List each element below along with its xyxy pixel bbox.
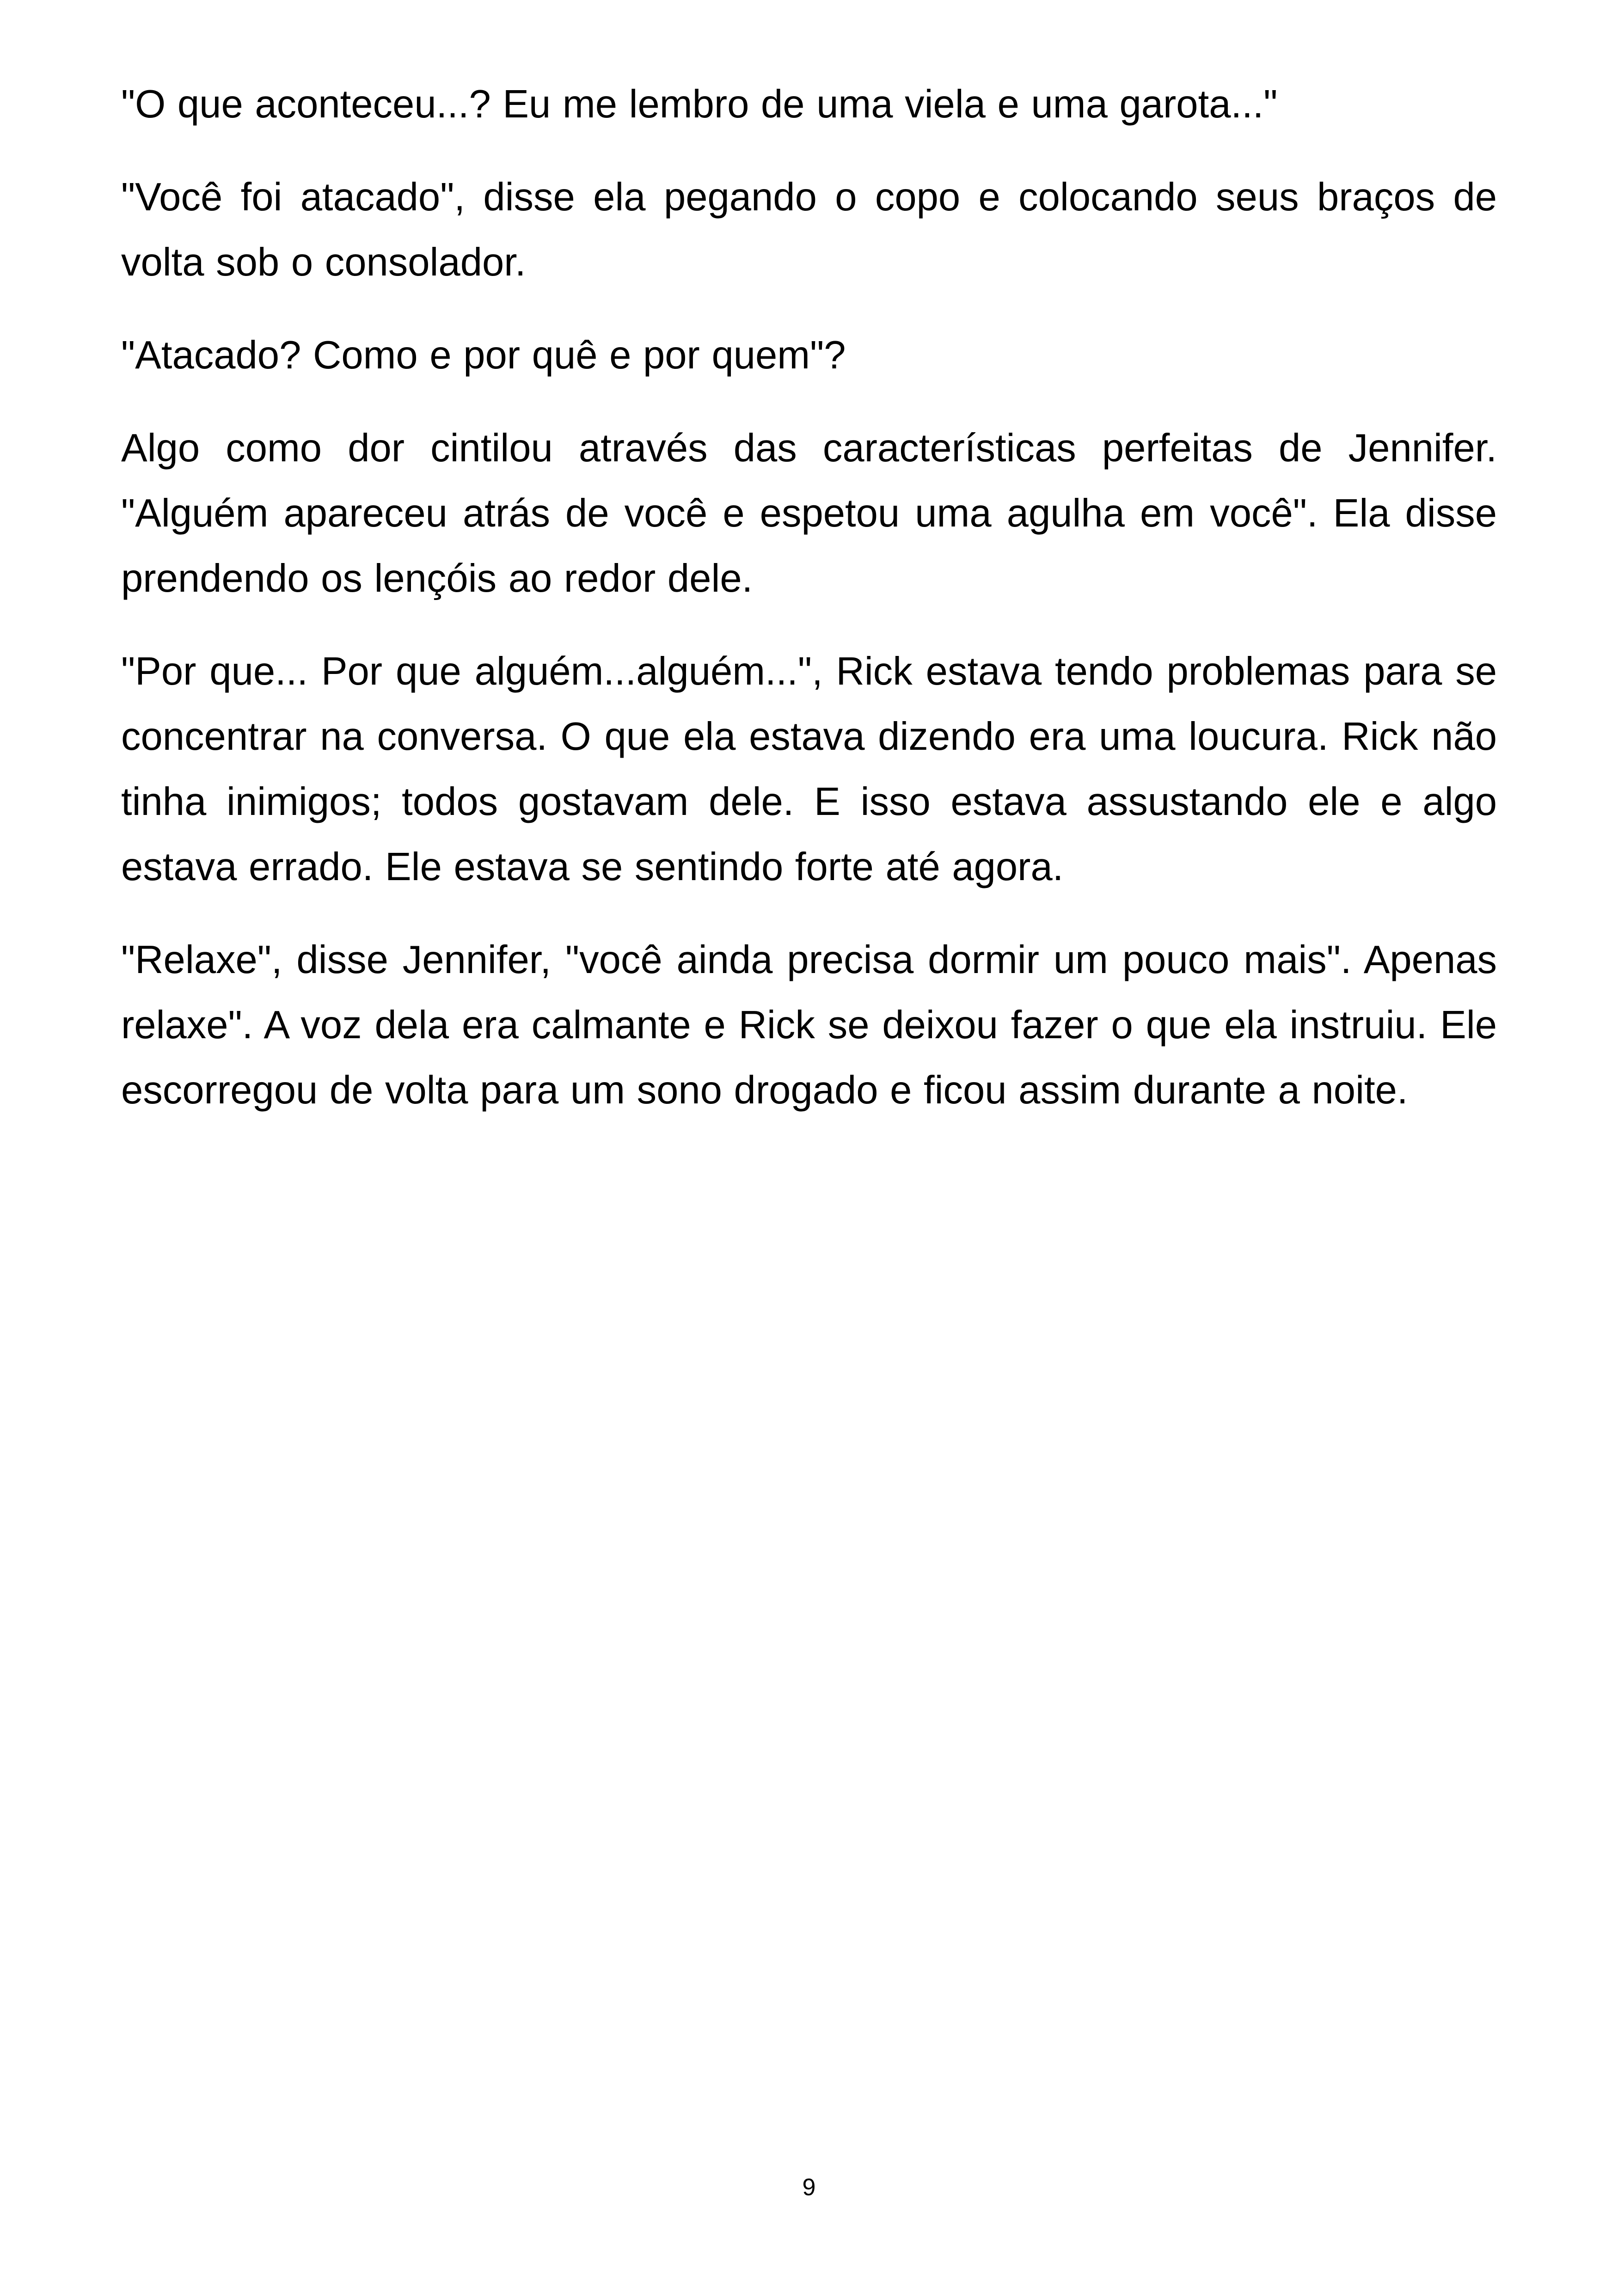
body-text <box>121 72 1497 1123</box>
paragraph-6: "Relaxe", disse Jennifer, "você ainda precisa dormir um pouco mais". Apenas relaxe". A voz dela era calmante e Rick se deixou fazer o que ela instruiu. Ele escorregou de volta para um sono drogado e ficou assim durante a noite. <box>121 938 1497 1112</box>
paragraph-4: Algo como dor cintilou através das características perfeitas de Jennifer. "Alguém apareceu atrás de você e espetou uma agulha em você". Ela disse prendendo os lençóis ao redor dele. <box>121 426 1497 600</box>
page-number: 9 <box>802 2174 816 2201</box>
paragraph-2: "Você foi atacado", disse ela pegando o copo e colocando seus braços de volta sob o consolador. <box>121 175 1497 284</box>
paragraph-5: "Por que... Por que alguém...alguém...", Rick estava tendo problemas para se concentrar na conversa. O que ela estava dizendo era uma loucura. Rick não tinha inimigos; todos gostavam dele. E isso estava assustando ele e algo estava errado. Ele estava se sentindo forte até agora. <box>121 649 1497 889</box>
paragraph-3: "Atacado? Como e por quê e por quem"? <box>121 333 846 377</box>
paragraph-1: "O que aconteceu...? Eu me lembro de uma viela e uma garota..." <box>121 82 1278 126</box>
